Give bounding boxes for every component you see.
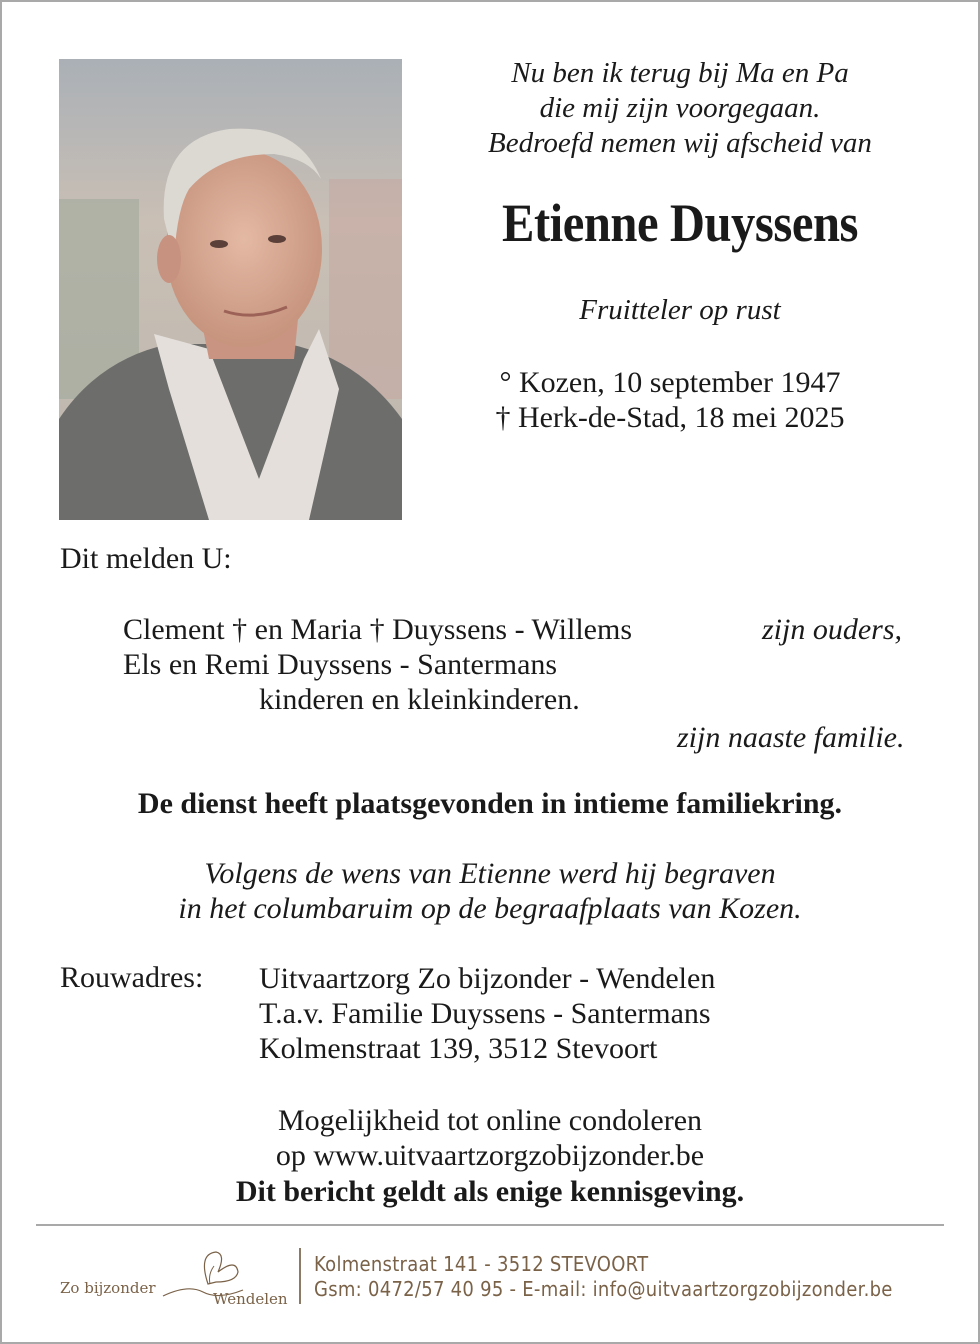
notice-text: Dit bericht geldt als enige kennisgeving.: [235, 1175, 745, 1208]
death-date: † Herk-de-Stad, 18 mei 2025: [495, 401, 845, 434]
footer-address: Kolmenstraat 141 - 3512 STEVOORT: [314, 1252, 649, 1276]
funeral-logo: [58, 1244, 298, 1312]
birth-date: ° Kozen, 10 september 1947: [499, 366, 841, 399]
logo-text-left: Zo bijzonder: [60, 1279, 156, 1297]
poem-line: Nu ben ik terug bij Ma en Pa: [511, 57, 849, 89]
deceased-name: Etienne Duyssens: [501, 193, 859, 253]
announce-intro: Dit melden U:: [60, 542, 232, 575]
family-line-grandchildren: kinderen en kleinkinderen.: [259, 683, 580, 716]
role-parents: zijn ouders,: [762, 613, 903, 646]
logo-text-right: Wendelen: [213, 1290, 288, 1308]
service-note: De dienst heeft plaatsgevonden in intieme familiekring.: [137, 787, 843, 820]
condolence-line: op www.uitvaartzorgzobijzonder.be: [275, 1139, 705, 1172]
poem-line: Bedroefd nemen wij afscheid van: [488, 127, 872, 159]
family-line-parents: Clement † en Maria † Duyssens - Willems: [123, 613, 632, 646]
condolence-text: [40, 1103, 940, 1173]
address-line: Uitvaartzorg Zo bijzonder - Wendelen: [259, 962, 716, 995]
address-line: Kolmenstraat 139, 3512 Stevoort: [259, 1032, 658, 1065]
wish-text: [40, 856, 940, 926]
portrait-photo: [59, 59, 402, 520]
family-line-children: Els en Remi Duyssens - Santermans: [123, 648, 558, 681]
occupation: Fruitteler op rust: [579, 294, 781, 326]
footer-vertical-divider: [299, 1248, 301, 1304]
address-block: [259, 961, 715, 1066]
role-family: zijn naaste familie.: [677, 721, 905, 754]
wish-line: in het columbaruim op de begraafplaats van Kozen.: [178, 892, 802, 925]
poem-line: die mij zijn voorgegaan.: [539, 92, 821, 124]
poem: [420, 56, 940, 161]
footer-contact: Gsm: 0472/57 40 95 - E-mail: info@uitvaartzorgzobijzonder.be: [314, 1277, 893, 1301]
address-label: Rouwadres:: [60, 961, 204, 994]
life-dates: [420, 365, 920, 435]
wish-line: Volgens de wens van Etienne werd hij begraven: [204, 857, 776, 890]
condolence-line: Mogelijkheid tot online condoleren: [277, 1104, 703, 1137]
footer-divider: [36, 1224, 944, 1226]
address-line: T.a.v. Familie Duyssens - Santermans: [259, 997, 711, 1030]
